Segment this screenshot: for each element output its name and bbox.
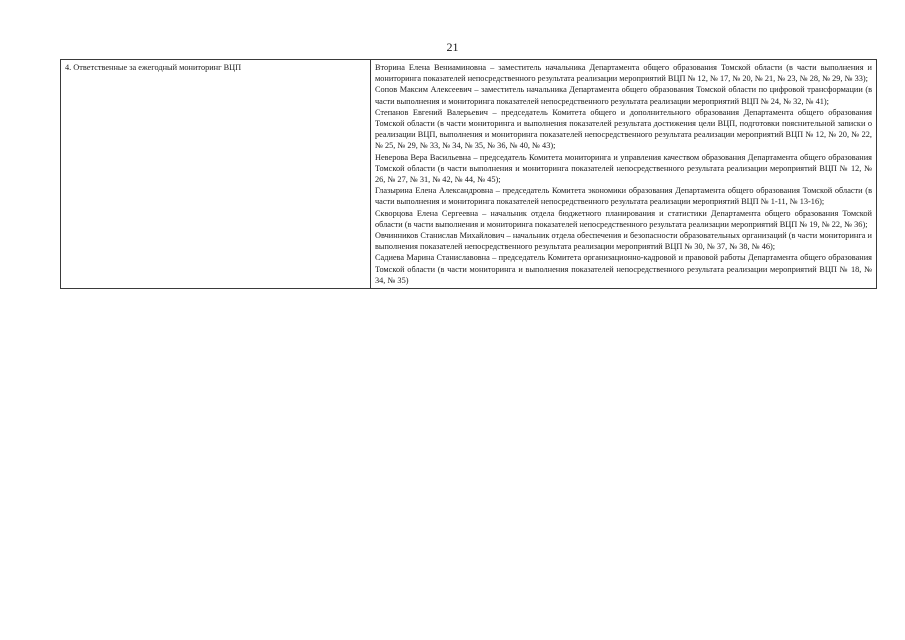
responsible-person-entry: Глазырина Елена Александровна – председатель Комитета экономики образования Департамента общего образования Томской области (в части выполнения и мониторинга показателей непосредственного результата реализации мероприятий ВЦП № 1-11, № 13-16); bbox=[375, 186, 872, 207]
section-label: 4. Ответственные за ежегодный мониторинг ВЦП bbox=[65, 63, 242, 72]
responsibility-table bbox=[60, 59, 877, 289]
responsible-person-entry: Неверова Вера Васильевна – председатель Комитета мониторинга и управления качеством образования Департамента общего образования Томской области (в части выполнения и мониторинга показателей непосредственного результата реализации мероприятий ВЦП № 12, № 26, № 27, № 31, № 42, № 44, № 45); bbox=[375, 152, 872, 185]
section-label-cell bbox=[61, 60, 371, 289]
responsible-person-entry: Степанов Евгений Валерьевич – председатель Комитета общего и дополнительного образования Департамента общего образования Томской области (в части мониторинга и выполнения показателей результата достижения цели ВЦП, подготовки пояснительной записки о реализации ВЦП, выполнения и мониторинга показателей непосредственного результата реализации мероприятий ВЦП № 12, № 20, № 22, № 25, № 29, № 33, № 34, № 35, № 36, № 40, № 43); bbox=[375, 107, 872, 151]
responsible-person-entry: Вторина Елена Вениаминовна – заместитель начальника Департамента общего образования Томской области (в части выполнения и мониторинга показателей непосредственного результата реализации мероприятий ВЦП № 12, № 17, № 20, № 21, № 23, № 28, № 29, № 33); bbox=[375, 63, 872, 84]
table-row bbox=[61, 60, 877, 289]
responsible-person-entry: Садиева Марина Станиславовна – председатель Комитета организационно-кадровой и правовой работы Департамента общего образования Томской области (в части мониторинга и выполнения показателей непосредственного результата реализации мероприятий ВЦП № 18, № 34, № 35) bbox=[375, 253, 872, 285]
responsible-persons-cell bbox=[371, 60, 877, 289]
page-number: 21 bbox=[446, 40, 459, 54]
responsible-person-entry: Овчинников Станислав Михайлович – начальник отдела обеспечения и безопасности образовательных организаций (в части мониторинга и выполнения показателей непосредственного результата реализации мероприятий ВЦП № 30, № 37, № 38, № 46); bbox=[375, 231, 872, 252]
responsible-person-entry: Сопов Максим Алексеевич – заместитель начальника Департамента общего образования Томской области по цифровой трансформации (в части выполнения и мониторинга показателей непосредственного результата реализации мероприятий ВЦП № 24, № 32, № 41); bbox=[375, 85, 872, 106]
responsible-person-entry: Скворцова Елена Сергеевна – начальник отдела бюджетного планирования и статистики Департамента общего образования Томской области (в части выполнения и мониторинга показателей непосредственного результата реализации мероприятий ВЦП № 19, № 22, № 36); bbox=[375, 208, 872, 229]
